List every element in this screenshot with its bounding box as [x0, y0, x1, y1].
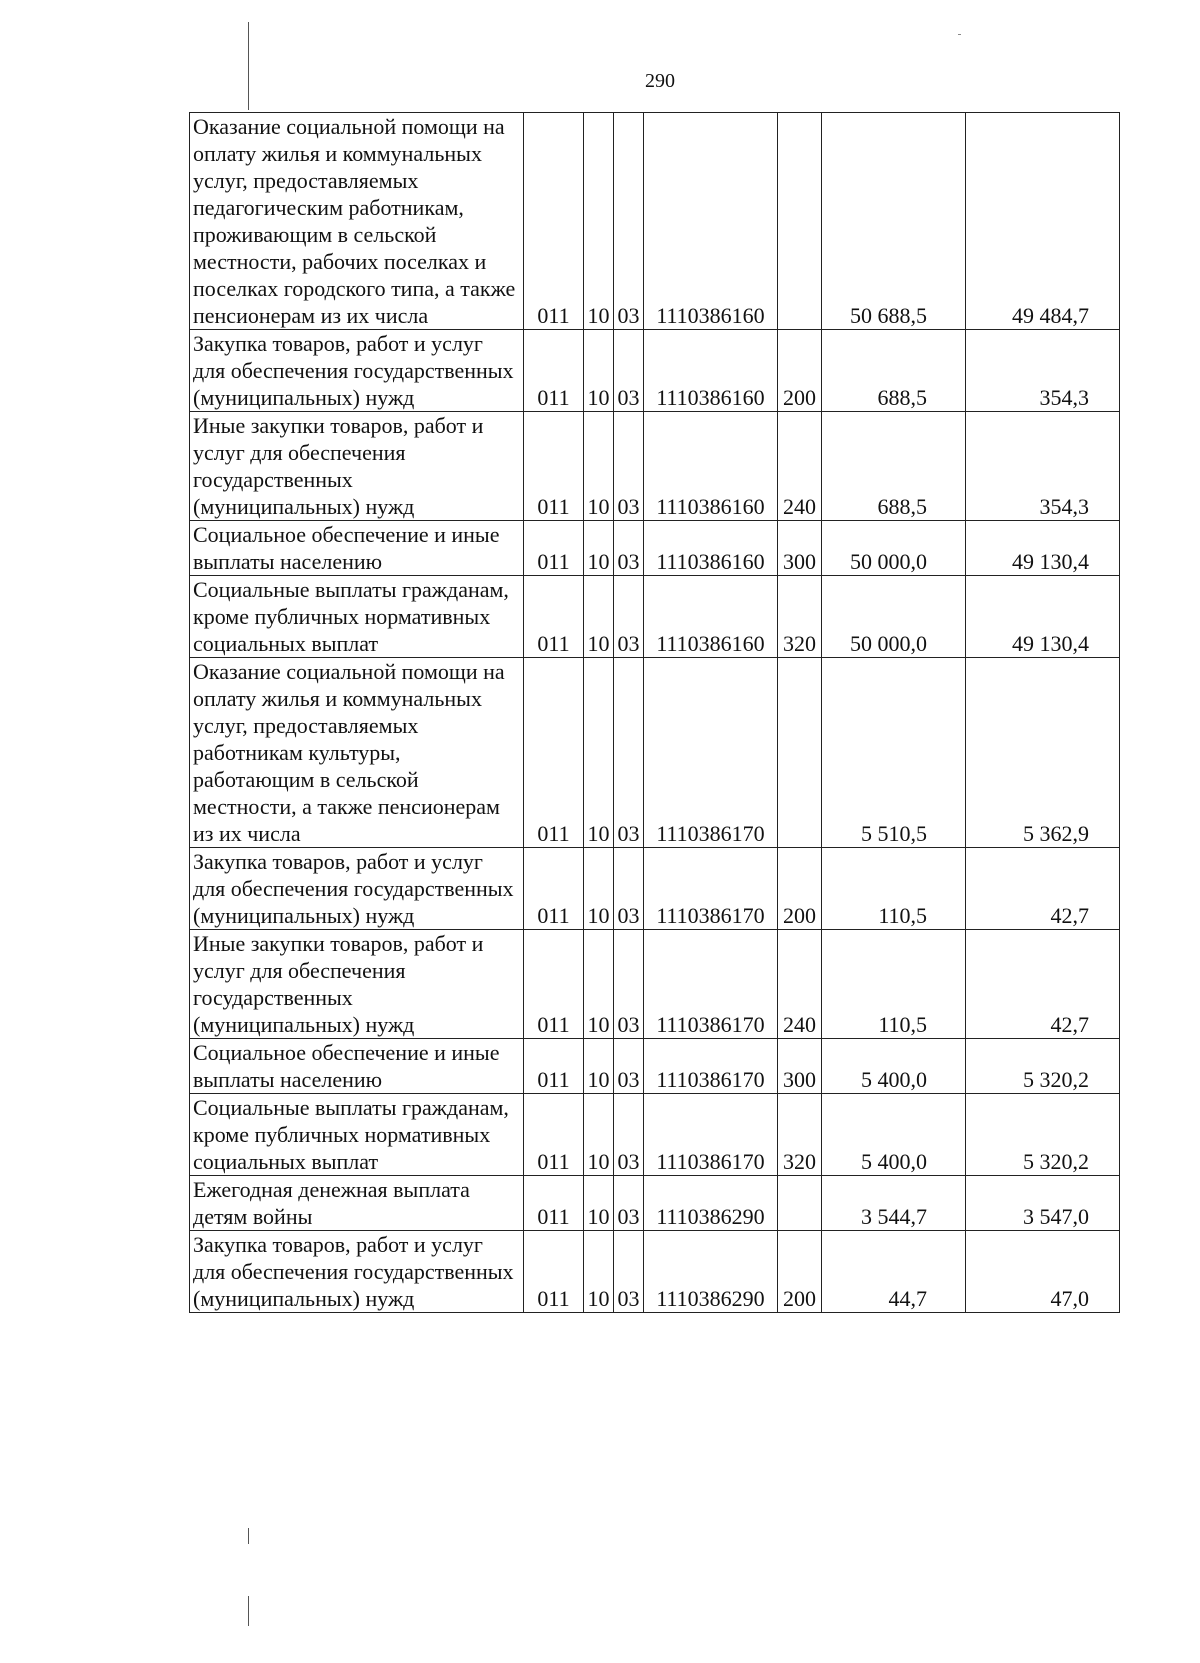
- expense-item-name: Иные закупки товаров, работ и услуг для обеспечения государственных (муниципальных) нужд: [190, 412, 524, 521]
- planned-amount: 50 688,5: [822, 113, 966, 330]
- expense-item-name: Социальное обеспечение и иные выплаты населению: [190, 1039, 524, 1094]
- ministry-code: 011: [524, 113, 584, 330]
- planned-amount: 5 510,5: [822, 658, 966, 848]
- table-row: [190, 930, 1120, 1039]
- scan-speck: [958, 34, 961, 35]
- expense-item-name: Иные закупки товаров, работ и услуг для обеспечения государственных (муниципальных) нужд: [190, 930, 524, 1039]
- section-code: 10: [584, 521, 614, 576]
- planned-amount: 110,5: [822, 848, 966, 930]
- expense-item-name: Закупка товаров, работ и услуг для обеспечения государственных (муниципальных) нужд: [190, 1231, 524, 1313]
- ministry-code: 011: [524, 1176, 584, 1231]
- section-code: 10: [584, 1231, 614, 1313]
- planned-amount: 688,5: [822, 330, 966, 412]
- target-article-code: 1110386160: [644, 330, 778, 412]
- section-code: 10: [584, 1176, 614, 1231]
- table-row: [190, 1039, 1120, 1094]
- expense-type-code: 300: [778, 521, 822, 576]
- binding-margin-line: [248, 1596, 249, 1626]
- table-row: [190, 412, 1120, 521]
- subsection-code: 03: [614, 330, 644, 412]
- subsection-code: 03: [614, 658, 644, 848]
- expense-item-name: Ежегодная денежная выплата детям войны: [190, 1176, 524, 1231]
- table-row: [190, 658, 1120, 848]
- planned-amount: 50 000,0: [822, 576, 966, 658]
- table-row: [190, 848, 1120, 930]
- table-row: [190, 1094, 1120, 1176]
- target-article-code: 1110386170: [644, 1094, 778, 1176]
- executed-amount: 5 320,2: [966, 1039, 1120, 1094]
- target-article-code: 1110386170: [644, 848, 778, 930]
- executed-amount: 5 362,9: [966, 658, 1120, 848]
- expense-item-name: Закупка товаров, работ и услуг для обеспечения государственных (муниципальных) нужд: [190, 330, 524, 412]
- section-code: 10: [584, 1094, 614, 1176]
- subsection-code: 03: [614, 1231, 644, 1313]
- section-code: 10: [584, 576, 614, 658]
- ministry-code: 011: [524, 576, 584, 658]
- table-row: [190, 521, 1120, 576]
- target-article-code: 1110386170: [644, 930, 778, 1039]
- expense-item-name: Социальное обеспечение и иные выплаты населению: [190, 521, 524, 576]
- expense-type-code: 320: [778, 1094, 822, 1176]
- section-code: 10: [584, 113, 614, 330]
- subsection-code: 03: [614, 576, 644, 658]
- expense-type-code: 200: [778, 848, 822, 930]
- ministry-code: 011: [524, 1094, 584, 1176]
- subsection-code: 03: [614, 848, 644, 930]
- executed-amount: 49 130,4: [966, 521, 1120, 576]
- budget-table-body: [190, 113, 1120, 1313]
- expense-item-name: Оказание социальной помощи на оплату жилья и коммунальных услуг, предоставляемых работникам культуры, работающим в сельской местности, а также пенсионерам из их числа: [190, 658, 524, 848]
- target-article-code: 1110386170: [644, 658, 778, 848]
- expense-type-code: 200: [778, 330, 822, 412]
- executed-amount: 5 320,2: [966, 1094, 1120, 1176]
- planned-amount: 5 400,0: [822, 1094, 966, 1176]
- target-article-code: 1110386160: [644, 521, 778, 576]
- expense-type-code: [778, 658, 822, 848]
- section-code: 10: [584, 412, 614, 521]
- page-number: 290: [645, 70, 675, 92]
- ministry-code: 011: [524, 848, 584, 930]
- expense-type-code: 300: [778, 1039, 822, 1094]
- expense-type-code: 240: [778, 412, 822, 521]
- target-article-code: 1110386160: [644, 576, 778, 658]
- section-code: 10: [584, 930, 614, 1039]
- table-row: [190, 1231, 1120, 1313]
- target-article-code: 1110386290: [644, 1176, 778, 1231]
- expense-type-code: [778, 1176, 822, 1231]
- subsection-code: 03: [614, 1176, 644, 1231]
- executed-amount: 49 484,7: [966, 113, 1120, 330]
- executed-amount: 42,7: [966, 848, 1120, 930]
- expense-item-name: Оказание социальной помощи на оплату жилья и коммунальных услуг, предоставляемых педагогическим работникам, проживающим в сельской местности, рабочих поселках и поселках городского типа, а также пенсионерам из их числа: [190, 113, 524, 330]
- planned-amount: 44,7: [822, 1231, 966, 1313]
- executed-amount: 42,7: [966, 930, 1120, 1039]
- table-row: [190, 576, 1120, 658]
- planned-amount: 5 400,0: [822, 1039, 966, 1094]
- ministry-code: 011: [524, 521, 584, 576]
- expense-item-name: Социальные выплаты гражданам, кроме публичных нормативных социальных выплат: [190, 576, 524, 658]
- table-row: [190, 330, 1120, 412]
- expense-type-code: 320: [778, 576, 822, 658]
- ministry-code: 011: [524, 930, 584, 1039]
- subsection-code: 03: [614, 412, 644, 521]
- target-article-code: 1110386290: [644, 1231, 778, 1313]
- ministry-code: 011: [524, 412, 584, 521]
- planned-amount: 50 000,0: [822, 521, 966, 576]
- expense-type-code: 200: [778, 1231, 822, 1313]
- subsection-code: 03: [614, 113, 644, 330]
- section-code: 10: [584, 658, 614, 848]
- executed-amount: 354,3: [966, 330, 1120, 412]
- executed-amount: 49 130,4: [966, 576, 1120, 658]
- target-article-code: 1110386160: [644, 113, 778, 330]
- planned-amount: 110,5: [822, 930, 966, 1039]
- expense-type-code: 240: [778, 930, 822, 1039]
- section-code: 10: [584, 1039, 614, 1094]
- ministry-code: 011: [524, 1231, 584, 1313]
- ministry-code: 011: [524, 330, 584, 412]
- subsection-code: 03: [614, 1039, 644, 1094]
- planned-amount: 688,5: [822, 412, 966, 521]
- binding-margin-line: [248, 22, 249, 110]
- ministry-code: 011: [524, 1039, 584, 1094]
- budget-table: [189, 112, 1120, 1313]
- binding-margin-line: [248, 1528, 249, 1544]
- target-article-code: 1110386160: [644, 412, 778, 521]
- subsection-code: 03: [614, 930, 644, 1039]
- section-code: 10: [584, 848, 614, 930]
- expense-item-name: Социальные выплаты гражданам, кроме публичных нормативных социальных выплат: [190, 1094, 524, 1176]
- planned-amount: 3 544,7: [822, 1176, 966, 1231]
- ministry-code: 011: [524, 658, 584, 848]
- table-row: [190, 113, 1120, 330]
- expense-item-name: Закупка товаров, работ и услуг для обеспечения государственных (муниципальных) нужд: [190, 848, 524, 930]
- expense-type-code: [778, 113, 822, 330]
- subsection-code: 03: [614, 1094, 644, 1176]
- executed-amount: 354,3: [966, 412, 1120, 521]
- section-code: 10: [584, 330, 614, 412]
- executed-amount: 3 547,0: [966, 1176, 1120, 1231]
- table-row: [190, 1176, 1120, 1231]
- subsection-code: 03: [614, 521, 644, 576]
- target-article-code: 1110386170: [644, 1039, 778, 1094]
- executed-amount: 47,0: [966, 1231, 1120, 1313]
